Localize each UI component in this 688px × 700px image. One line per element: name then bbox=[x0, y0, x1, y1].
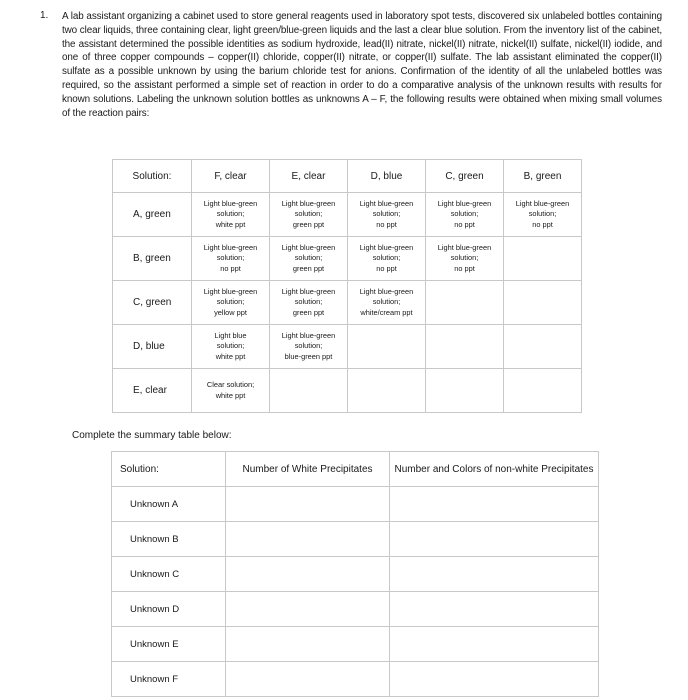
result-line: Light blue-green bbox=[515, 198, 570, 208]
white-ppt-answer-cell[interactable] bbox=[226, 662, 390, 697]
result-line: no ppt bbox=[532, 219, 553, 229]
result-line: Light blue-green bbox=[281, 286, 336, 296]
empty-cell bbox=[426, 281, 504, 325]
reaction-result-cell bbox=[270, 281, 348, 325]
result-line: solution; bbox=[450, 253, 479, 263]
reaction-row bbox=[113, 193, 582, 237]
result-line: solution; bbox=[372, 253, 401, 263]
result-line: Light blue-green bbox=[281, 198, 336, 208]
reaction-result-cell bbox=[348, 281, 426, 325]
column-header: F, clear bbox=[192, 160, 270, 193]
result-line: no ppt bbox=[376, 263, 397, 273]
result-line: solution; bbox=[450, 209, 479, 219]
result-line: Light blue bbox=[214, 330, 247, 340]
result-line: solution; bbox=[294, 209, 323, 219]
result-line: no ppt bbox=[376, 219, 397, 229]
empty-cell bbox=[426, 369, 504, 413]
summary-row-label: Unknown F bbox=[112, 662, 226, 697]
result-line: Light blue-green bbox=[359, 198, 414, 208]
result-line: yellow ppt bbox=[214, 307, 247, 317]
row-header: B, green bbox=[113, 237, 192, 281]
result-line: solution; bbox=[216, 341, 245, 351]
reaction-result-cell bbox=[348, 193, 426, 237]
result-line: solution; bbox=[294, 297, 323, 307]
summary-row bbox=[112, 662, 599, 697]
reaction-row bbox=[113, 325, 582, 369]
reaction-result-cell bbox=[270, 193, 348, 237]
result-line: solution; bbox=[216, 297, 245, 307]
result-line: green ppt bbox=[292, 307, 325, 317]
question-block bbox=[40, 10, 662, 120]
summary-header-solution: Solution: bbox=[112, 452, 226, 487]
colored-ppt-answer-cell[interactable] bbox=[390, 592, 599, 627]
summary-row bbox=[112, 592, 599, 627]
summary-header-white-ppt: Number of White Precipitates bbox=[226, 452, 390, 487]
colored-ppt-answer-cell[interactable] bbox=[390, 522, 599, 557]
result-line: solution; bbox=[294, 253, 323, 263]
result-line: Light blue-green bbox=[203, 198, 258, 208]
summary-instruction: Complete the summary table below: bbox=[72, 430, 232, 441]
column-header: B, green bbox=[504, 160, 582, 193]
reaction-row bbox=[113, 369, 582, 413]
result-line: Light blue-green bbox=[203, 286, 258, 296]
white-ppt-answer-cell[interactable] bbox=[226, 522, 390, 557]
result-line: Light blue-green bbox=[437, 198, 492, 208]
empty-cell bbox=[504, 325, 582, 369]
column-header: C, green bbox=[426, 160, 504, 193]
summary-row bbox=[112, 522, 599, 557]
result-line: solution; bbox=[294, 341, 323, 351]
result-line: solution; bbox=[372, 297, 401, 307]
question-number: 1. bbox=[40, 10, 49, 21]
colored-ppt-answer-cell[interactable] bbox=[390, 662, 599, 697]
summary-table bbox=[111, 451, 599, 697]
summary-row-label: Unknown B bbox=[112, 522, 226, 557]
summary-row bbox=[112, 627, 599, 662]
reaction-result-cell bbox=[192, 237, 270, 281]
column-header: E, clear bbox=[270, 160, 348, 193]
result-line: no ppt bbox=[220, 263, 241, 273]
reaction-result-cell bbox=[192, 193, 270, 237]
empty-cell bbox=[504, 237, 582, 281]
summary-row-label: Unknown C bbox=[112, 557, 226, 592]
colored-ppt-answer-cell[interactable] bbox=[390, 557, 599, 592]
empty-cell bbox=[504, 281, 582, 325]
row-header: A, green bbox=[113, 193, 192, 237]
result-line: white/cream ppt bbox=[360, 307, 413, 317]
result-line: green ppt bbox=[292, 219, 325, 229]
result-line: solution; bbox=[372, 209, 401, 219]
result-line: Light blue-green bbox=[359, 286, 414, 296]
reaction-result-cell bbox=[192, 281, 270, 325]
result-line: Light blue-green bbox=[437, 242, 492, 252]
reaction-row bbox=[113, 281, 582, 325]
reaction-result-cell bbox=[270, 237, 348, 281]
question-text: A lab assistant organizing a cabinet used to store general reagents used in laboratory spot tests, discovered six unlabeled bottles containing two clear liquids, three containing clear, light green/blue-green liquids and the last a clear blue solution. From the inventory list of the cabinet, the assistant determined the possible identities as sodium hydroxide, lead(II) nitrate, nickel(II) nitrate, nickel(II) sulfate, nickel(II) iodide, and one of three copper compounds – copper(II) chloride, copper(II) nitrate, or copper(II) sulfate. The lab assistant eliminated the copper(II) sulfate as a possible unknown by using the barium chloride test for anions. Confirmation of the identity of all the unlabeled bottles was required, so the assistant performed a simple set of reaction in order to do a comparative analysis of the unknown results with results for known solutions. Labeling the unknown solution bottles as unknowns A – F, the following results were obtained when mixing small volumes of the reaction pairs: bbox=[62, 11, 662, 119]
colored-ppt-answer-cell[interactable] bbox=[390, 487, 599, 522]
reaction-result-cell bbox=[426, 237, 504, 281]
result-line: green ppt bbox=[292, 263, 325, 273]
result-line: solution; bbox=[216, 253, 245, 263]
white-ppt-answer-cell[interactable] bbox=[226, 557, 390, 592]
reaction-result-cell bbox=[426, 193, 504, 237]
reaction-results-table bbox=[112, 159, 582, 413]
white-ppt-answer-cell[interactable] bbox=[226, 487, 390, 522]
result-line: white ppt bbox=[215, 219, 246, 229]
row-header: E, clear bbox=[113, 369, 192, 413]
result-line: Light blue-green bbox=[359, 242, 414, 252]
empty-cell bbox=[348, 325, 426, 369]
result-line: white ppt bbox=[215, 390, 246, 400]
result-line: solution; bbox=[528, 209, 557, 219]
result-line: Clear solution; bbox=[206, 380, 255, 389]
empty-cell bbox=[348, 369, 426, 413]
reaction-result-cell bbox=[192, 369, 270, 413]
result-line: Light blue-green bbox=[281, 242, 336, 252]
result-line: solution; bbox=[216, 209, 245, 219]
summary-row-label: Unknown D bbox=[112, 592, 226, 627]
white-ppt-answer-cell[interactable] bbox=[226, 592, 390, 627]
summary-row-label: Unknown E bbox=[112, 627, 226, 662]
white-ppt-answer-cell[interactable] bbox=[226, 627, 390, 662]
result-line: white ppt bbox=[215, 351, 246, 361]
summary-row bbox=[112, 557, 599, 592]
reaction-result-cell bbox=[192, 325, 270, 369]
colored-ppt-answer-cell[interactable] bbox=[390, 627, 599, 662]
reaction-row bbox=[113, 237, 582, 281]
reaction-result-cell bbox=[504, 193, 582, 237]
reaction-result-cell bbox=[348, 237, 426, 281]
reaction-result-cell bbox=[270, 325, 348, 369]
empty-cell bbox=[426, 325, 504, 369]
empty-cell bbox=[504, 369, 582, 413]
result-line: no ppt bbox=[454, 263, 475, 273]
result-line: blue-green ppt bbox=[284, 351, 333, 361]
result-line: Light blue-green bbox=[281, 330, 336, 340]
result-line: no ppt bbox=[454, 219, 475, 229]
summary-header-colored-ppt: Number and Colors of non-white Precipitates bbox=[390, 452, 599, 487]
result-line: Light blue-green bbox=[203, 242, 258, 252]
row-header: C, green bbox=[113, 281, 192, 325]
summary-row-label: Unknown A bbox=[112, 487, 226, 522]
column-header: D, blue bbox=[348, 160, 426, 193]
row-header: D, blue bbox=[113, 325, 192, 369]
empty-cell bbox=[270, 369, 348, 413]
reaction-table-corner-label: Solution: bbox=[113, 160, 192, 193]
summary-row bbox=[112, 487, 599, 522]
